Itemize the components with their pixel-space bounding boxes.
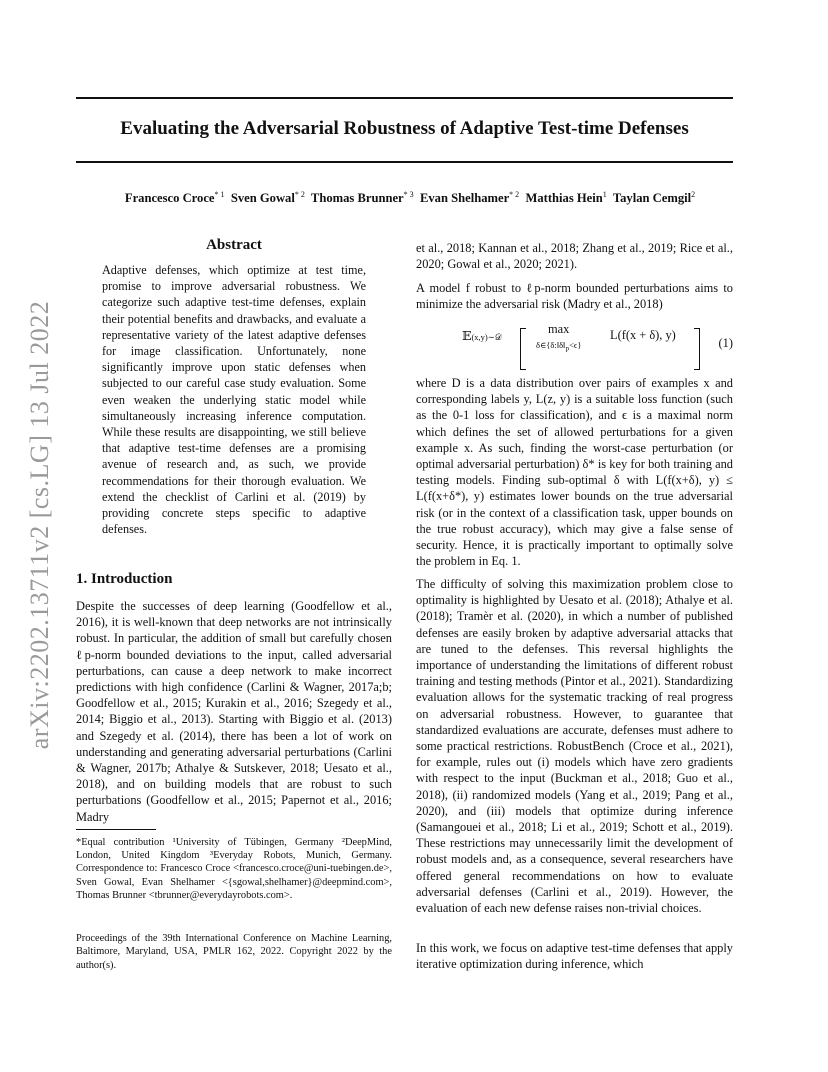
- author-mark: * 3: [403, 190, 414, 199]
- author-name: Matthias Hein: [525, 191, 603, 206]
- author-mark: * 1: [214, 190, 225, 199]
- abstract-text: Adaptive defenses, which optimize at test time, promise to improve adversarial robustness. We categorize such adaptive test-time defenses, explain their potential benefits and drawbacks, and evaluate a representative variety of the latest adaptive defenses for image classification. Unfortunately, none significantly improve upon static defenses when subjected to our careful case study evaluation. Some even weaken the underlying static model while simultaneously increasing inference computation. While these results are disappointing, we still believe that adaptive test-time defenses are a promising avenue of research and, as such, we provide recommendations for their thorough evaluation. We extend the checklist of Carlini et al. (2019) by providing concrete steps specific to adaptive defenses.: [102, 263, 366, 537]
- equation-1: [416, 322, 733, 366]
- section-heading: 1. Introduction: [76, 571, 173, 587]
- footnote-rule: [76, 829, 156, 830]
- author-mark: 1: [602, 190, 607, 199]
- proceedings-note: Proceedings of the 39th International Conference on Machine Learning, Baltimore, Maryland, USA, PMLR 162, 2022. Copyright 2022 by the author(s).: [76, 933, 392, 971]
- author-name: Taylan Cemgil: [612, 191, 692, 206]
- footnote-text: *Equal contribution ¹University of Tübingen, Germany ²DeepMind, London, United Kingdom ³Everyday Robots, Munich, Germany. Correspondence to: Francesco Croce <francesco.croce@uni-tuebingen.de>, Sven Gowal, Evan Shelhamer <{sgowal,shelhamer}@deepmind.com>, Thomas Brunner <tbrunner@everydayrobots.com>.: [76, 837, 392, 901]
- title-rule: [76, 161, 733, 163]
- where-paragraph: where D is a data distribution over pairs of examples x and corresponding labels y, L(z, y) is a suitable loss function (such as the 0-1 loss for classification), and ϵ is a maximal norm which defines the set of allowed perturbations for a given example x. As such, finding the worst-case perturbation (or optimal adversarial perturbation) δ* is key for both training and testing models. Finding sub-optimal δ with L(f(x+δ), y) ≤ L(f(x+δ*), y) estimates lower bounds on the true adversarial risk (or in the context of a classification task, upper bounds on the true robust accuracy), which may give a false sense of security. Hence, it is practically important to optimally solve the problem in Eq. 1.: [416, 376, 733, 569]
- author-mark: 2: [691, 190, 696, 199]
- author-mark: * 2: [509, 190, 520, 199]
- top-rule: [76, 97, 733, 99]
- paper-title: Evaluating the Adversarial Robustness of Adaptive Test-time Defenses: [120, 118, 689, 139]
- model-paragraph: A model f robust to ℓp-norm bounded perturbations aims to minimize the adversarial risk (Madry et al., 2018): [416, 281, 733, 312]
- equation-body: 𝔼(x,y)∼𝒟 max $\delta\in\{\delta:‖\delta‖_p<\epsilon\}$ L(f(x + δ), y): [462, 328, 502, 344]
- author-mark: * 2: [294, 190, 305, 199]
- equation-number: (1): [718, 336, 733, 350]
- author-name: Sven Gowal: [230, 191, 295, 206]
- author-name: Evan Shelhamer: [419, 191, 510, 206]
- intro-paragraph: Despite the successes of deep learning (Goodfellow et al., 2016), it is well-known that deep networks are not intrinsically robust. In particular, the addition of small but carefully chosen ℓp-norm bounded deviations to the input, called adversarial perturbations, can cause a deep network to make incorrect predictions with high confidence (Carlini & Wagner, 2017a;b; Goodfellow et al., 2015; Kurakin et al., 2016; Szegedy et al., 2014; Biggio et al., 2013). Starting with Biggio et al. (2013) and Szegedy et al. (2014), there has been a lot of work on understanding and generating adversarial perturbations (Carlini & Wagner, 2017b; Athalye & Sutskever, 2018; Uesato et al., 2018), and on building models that are robust to such perturbations (Goodfellow et al., 2015; Papernot et al., 2016; Madry: [76, 599, 392, 824]
- abstract-heading: Abstract: [206, 237, 262, 253]
- author-list: [60, 190, 760, 206]
- work-paragraph: In this work, we focus on adaptive test-time defenses that apply iterative optimization during inference, which: [416, 941, 733, 972]
- author-name: Francesco Croce: [124, 191, 215, 206]
- right-col-continuation: et al., 2018; Kannan et al., 2018; Zhang et al., 2019; Rice et al., 2020; Gowal et al., 2020; 2021).: [416, 241, 733, 272]
- author-name: Thomas Brunner: [310, 191, 404, 206]
- arxiv-stamp: arXiv:2202.13711v2 [cs.LG] 13 Jul 2022: [25, 300, 54, 750]
- difficulty-paragraph: The difficulty of solving this maximization problem close to optimality is highlighted by Uesato et al. (2018); Athalye et al. (2018); Tramèr et al. (2020), in which a number of published defenses are easily broken by adaptive adversarial attacks that are tuned to the defenses. This reversal highlights the importance of understanding the limitations of different robust training and testing methods (Pintor et al., 2021). Standardizing evaluation allows for the systematic tracking of real progress on adversarial robustness. However, to guarantee that standardized evaluations are accurate, defenses must adhere to some practical restrictions. RobustBench (Croce et al., 2021), for example, rules out (i) models which have zero gradients with respect to the input (Buckman et al., 2018; Guo et al., 2018), (ii) randomized models (Yang et al., 2019; Pang et al., 2020), and (iii) models that optimize during inference (Samangouei et al., 2018; Li et al., 2019; Schott et al., 2019). These restrictions may unnecessarily limit the development of robust models and, as a consequence, several researchers have offered general recommendations on how to evaluate adversarial defenses (Carlini et al., 2019). However, the evaluation of each new defense raises non-trivial choices.: [416, 577, 733, 916]
